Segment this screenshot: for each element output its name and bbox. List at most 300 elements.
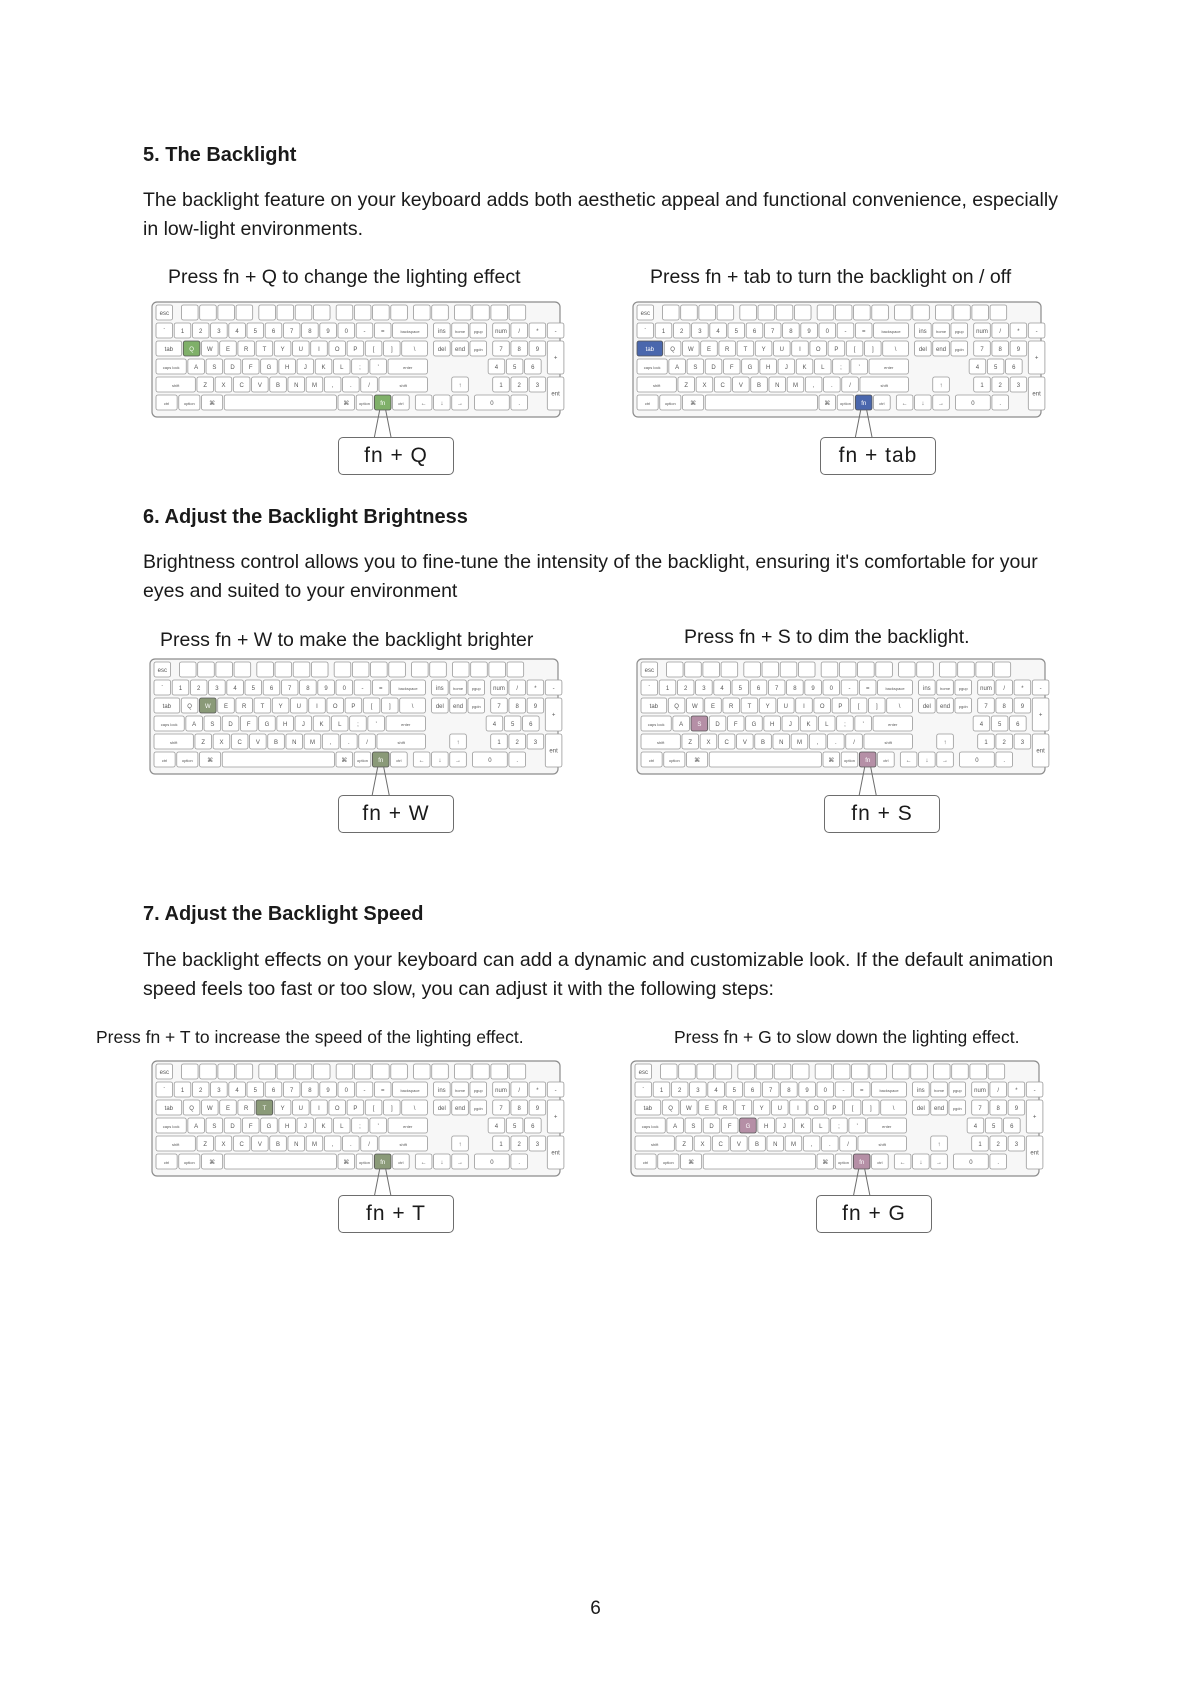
keyboard-key xyxy=(509,305,526,320)
svg-text:F: F xyxy=(248,365,253,371)
keyboard-key xyxy=(347,1100,364,1115)
svg-text:home: home xyxy=(455,1088,466,1093)
svg-text:`: ` xyxy=(642,1088,645,1094)
keyboard-key xyxy=(286,734,303,749)
keyboard-key xyxy=(529,1136,546,1151)
keyboard-key xyxy=(846,341,863,356)
svg-text:3: 3 xyxy=(535,1142,540,1148)
keyboard-key xyxy=(833,1064,850,1079)
keyboard-key xyxy=(156,1082,173,1097)
svg-text:-: - xyxy=(554,329,557,335)
keyboard-key xyxy=(220,341,237,356)
keyboard-key xyxy=(867,1118,906,1133)
svg-text:←: ← xyxy=(899,1160,906,1166)
svg-text:`: ` xyxy=(644,329,647,335)
keyboard-key xyxy=(641,680,658,695)
svg-text:5: 5 xyxy=(991,1124,996,1130)
svg-text:/: / xyxy=(516,686,519,692)
keyboard-key xyxy=(174,1082,191,1097)
keyboard-key xyxy=(972,1100,989,1115)
keyboard-key xyxy=(685,662,702,677)
keyboard-key xyxy=(452,1154,469,1169)
keyboard-key xyxy=(933,395,950,410)
keyboard-key xyxy=(493,323,510,338)
keyboard-key xyxy=(673,716,690,731)
keyboard-key xyxy=(696,377,713,392)
svg-text:2: 2 xyxy=(998,383,1002,389)
keyboard-svg xyxy=(630,1060,1040,1217)
keyboard-key xyxy=(288,377,305,392)
svg-text:O: O xyxy=(334,1106,340,1112)
keyboard-key xyxy=(373,1064,390,1079)
keyboard-key xyxy=(304,734,321,749)
keyboard-key xyxy=(509,752,526,767)
keyboard-key xyxy=(247,1082,264,1097)
keyboard-key xyxy=(338,323,355,338)
keyboard-key xyxy=(990,1136,1007,1151)
svg-text:-: - xyxy=(844,329,847,335)
svg-text:6: 6 xyxy=(756,686,761,692)
svg-text:X: X xyxy=(219,740,224,746)
keyboard-key xyxy=(306,1136,323,1151)
keyboard-key xyxy=(1028,323,1045,338)
keyboard-key xyxy=(709,752,821,767)
highlighted-key xyxy=(637,341,663,356)
svg-text:.: . xyxy=(829,1142,831,1148)
keyboard-key xyxy=(172,680,189,695)
keyboard-key xyxy=(913,1100,930,1115)
svg-text:←: ← xyxy=(420,401,427,407)
keyboard-key xyxy=(776,1118,793,1133)
svg-text:shift: shift xyxy=(651,1142,659,1147)
keyboard-key xyxy=(470,323,487,338)
keyboard-key xyxy=(179,395,200,410)
svg-text:\: \ xyxy=(898,704,901,710)
keyboard-key xyxy=(832,698,849,713)
keyboard-key xyxy=(780,662,797,677)
keyboard-key xyxy=(696,680,713,695)
keyboard-key xyxy=(493,1136,510,1151)
svg-text:←: ← xyxy=(420,1160,427,1166)
keyboard-key xyxy=(823,752,840,767)
keyboard-key xyxy=(222,716,239,731)
svg-text:7: 7 xyxy=(497,704,501,710)
svg-text:num: num xyxy=(980,686,992,692)
keyboard-key xyxy=(192,323,209,338)
svg-text:J: J xyxy=(782,1124,786,1130)
svg-text:F: F xyxy=(248,1124,253,1130)
keyboard-key xyxy=(814,359,831,374)
svg-text:Z: Z xyxy=(203,1142,208,1148)
svg-text:shift: shift xyxy=(172,383,180,388)
svg-text:4: 4 xyxy=(235,329,239,335)
svg-text:*: * xyxy=(534,686,537,692)
highlighted-key xyxy=(740,1118,757,1133)
keyboard-key xyxy=(767,1136,784,1151)
keyboard-key xyxy=(992,395,1009,410)
svg-text:Z: Z xyxy=(203,383,208,389)
svg-text:H: H xyxy=(284,1124,290,1130)
keyboard-key xyxy=(213,734,230,749)
svg-text:num: num xyxy=(976,329,988,335)
svg-text:ent: ent xyxy=(1032,391,1041,398)
svg-text:A: A xyxy=(194,1124,199,1130)
svg-text:/: / xyxy=(849,383,851,389)
keyboard-key xyxy=(973,716,990,731)
svg-text:4: 4 xyxy=(979,722,984,728)
svg-text:Y: Y xyxy=(761,347,766,353)
svg-text:2: 2 xyxy=(517,1142,521,1148)
svg-text:↑: ↑ xyxy=(458,383,462,389)
keyboard-key xyxy=(985,1118,1002,1133)
keyboard-key xyxy=(873,716,912,731)
svg-text:N: N xyxy=(292,740,297,746)
keyboard-key xyxy=(1026,1100,1043,1133)
keyboard-key xyxy=(1014,734,1031,749)
svg-text:H: H xyxy=(769,722,775,728)
keyboard-key xyxy=(933,323,950,338)
svg-text:-: - xyxy=(361,686,364,692)
keyboard-key xyxy=(215,377,232,392)
svg-text:=: = xyxy=(378,686,383,692)
svg-text:ent: ent xyxy=(551,1150,560,1157)
keyboard-key xyxy=(967,1118,984,1133)
keyboard-key xyxy=(259,305,276,320)
svg-text:2: 2 xyxy=(515,740,519,746)
keyboard-key xyxy=(855,716,872,731)
keyboard-key xyxy=(641,752,662,767)
keyboard-key xyxy=(841,680,858,695)
keyboard-key xyxy=(361,1136,378,1151)
keyboard-key xyxy=(311,1100,328,1115)
keyboard-key xyxy=(677,680,694,695)
keyboard-key xyxy=(489,662,506,677)
keyboard-key xyxy=(259,716,276,731)
svg-text:.: . xyxy=(516,758,519,764)
svg-text:I: I xyxy=(803,704,805,710)
keyboard-key xyxy=(731,1136,748,1151)
highlighted-key xyxy=(256,1100,273,1115)
svg-text:↓: ↓ xyxy=(921,401,925,407)
svg-text:2: 2 xyxy=(684,686,688,692)
svg-text:←: ← xyxy=(418,758,425,764)
svg-text:caps lock: caps lock xyxy=(643,365,661,370)
svg-text:M: M xyxy=(311,383,317,389)
svg-text:\: \ xyxy=(892,1106,895,1112)
svg-text:6: 6 xyxy=(531,365,535,371)
keyboard-key xyxy=(799,1082,816,1097)
keyboard-key xyxy=(815,1064,832,1079)
svg-text:⌘: ⌘ xyxy=(343,1160,350,1166)
svg-text:.: . xyxy=(350,383,352,389)
keyboard-key xyxy=(787,680,804,695)
svg-text:8: 8 xyxy=(517,347,521,353)
svg-text:1: 1 xyxy=(984,740,988,746)
keyboard-key xyxy=(758,305,775,320)
keyboard-key xyxy=(297,359,314,374)
keyboard-key xyxy=(315,1118,332,1133)
keyboard-key xyxy=(197,1136,214,1151)
svg-text:Y: Y xyxy=(765,704,770,710)
svg-text:⌘: ⌘ xyxy=(828,758,835,764)
keyboard-key xyxy=(819,395,836,410)
svg-text:W: W xyxy=(206,347,213,353)
svg-text:backspace: backspace xyxy=(881,329,901,334)
keyboard-key xyxy=(969,359,986,374)
keyboard-key xyxy=(511,1100,528,1115)
svg-text:3: 3 xyxy=(1014,1142,1019,1148)
svg-text:[: [ xyxy=(372,1106,375,1112)
keyboard-key xyxy=(511,323,528,338)
svg-text:E: E xyxy=(223,704,229,710)
svg-text:C: C xyxy=(718,1142,723,1148)
keyboard-key xyxy=(224,1154,336,1169)
svg-text:0: 0 xyxy=(490,401,494,407)
svg-text:W: W xyxy=(206,1106,213,1112)
svg-text:ctrl: ctrl xyxy=(642,1160,649,1165)
svg-text:R: R xyxy=(729,704,734,710)
keyboard-key xyxy=(690,1082,707,1097)
keyboard-key xyxy=(224,1118,241,1133)
svg-text:8: 8 xyxy=(998,347,1002,353)
svg-text:↓: ↓ xyxy=(440,1160,444,1166)
keyboard-key xyxy=(361,377,378,392)
svg-text:pgdn: pgdn xyxy=(952,1106,962,1111)
keyboard-key xyxy=(710,323,727,338)
keyboard-key xyxy=(931,1136,948,1151)
svg-text:pgup: pgup xyxy=(952,1088,962,1093)
keyboard-key xyxy=(683,341,700,356)
keyboard-key xyxy=(393,1082,428,1097)
svg-text:pgup: pgup xyxy=(473,1088,483,1093)
svg-text:V: V xyxy=(742,740,747,746)
svg-text:option: option xyxy=(668,758,680,763)
keyboard-key xyxy=(774,341,791,356)
keyboard-key xyxy=(840,1136,857,1151)
keyboard-key xyxy=(864,734,912,749)
keyboard-key xyxy=(333,1118,350,1133)
keyboard-key xyxy=(486,716,503,731)
svg-text:D: D xyxy=(709,1124,714,1130)
svg-text:A: A xyxy=(192,722,197,728)
keyboard-key xyxy=(434,323,451,338)
svg-text:S: S xyxy=(210,722,215,728)
keyboard-key xyxy=(450,698,467,713)
keyboard-diagram xyxy=(630,1060,1040,1217)
keyboard-key xyxy=(705,395,817,410)
svg-text:6: 6 xyxy=(271,329,276,335)
keyboard-key xyxy=(978,734,995,749)
svg-text:↓: ↓ xyxy=(440,401,444,407)
keyboard-key xyxy=(837,323,854,338)
svg-text:J: J xyxy=(784,365,788,371)
keyboard-key xyxy=(343,377,360,392)
keyboard-key xyxy=(356,1082,373,1097)
keyboard-key xyxy=(313,1064,330,1079)
svg-text:0: 0 xyxy=(344,329,348,335)
keyboard-key xyxy=(660,1064,677,1079)
svg-text:-: - xyxy=(1033,1088,1036,1094)
svg-text:.: . xyxy=(350,1142,352,1148)
keyboard-key xyxy=(506,359,523,374)
svg-text:9: 9 xyxy=(1016,347,1021,353)
svg-text:5: 5 xyxy=(993,365,998,371)
svg-text:L: L xyxy=(825,722,829,728)
keyboard-key xyxy=(742,359,759,374)
keyboard-key xyxy=(987,359,1004,374)
svg-text:L: L xyxy=(340,1124,344,1130)
svg-text:*: * xyxy=(1021,686,1024,692)
svg-text:esc: esc xyxy=(159,1070,169,1076)
svg-text:C: C xyxy=(239,1142,244,1148)
svg-text:9: 9 xyxy=(807,329,811,335)
svg-text:→: → xyxy=(938,401,945,407)
svg-text:ctrl: ctrl xyxy=(883,758,889,763)
keyboard-key xyxy=(872,305,889,320)
keyboard-key xyxy=(211,1082,228,1097)
section-paragraph-backlight: The backlight feature on your keyboard adds both aesthetic appeal and functional convenience, especially in low-light environments. xyxy=(143,189,1058,240)
keyboard-key xyxy=(183,1100,200,1115)
svg-text:end: end xyxy=(936,347,947,353)
svg-text:option: option xyxy=(357,758,368,763)
svg-text:pgdn: pgdn xyxy=(473,1106,483,1111)
svg-text:⌘: ⌘ xyxy=(694,758,701,764)
svg-text:esc: esc xyxy=(640,311,650,317)
svg-text:3: 3 xyxy=(702,686,706,692)
svg-text:del: del xyxy=(916,1106,925,1112)
svg-text:M: M xyxy=(790,1142,796,1148)
keyboard-key xyxy=(206,359,223,374)
svg-text:pgdn: pgdn xyxy=(471,704,481,709)
keyboard-key xyxy=(156,359,186,374)
keyboard-key xyxy=(156,1136,195,1151)
keyboard-key xyxy=(270,377,287,392)
svg-text:pgdn: pgdn xyxy=(954,347,964,352)
keyboard-key xyxy=(749,1136,766,1151)
keyboard-key xyxy=(234,662,251,677)
svg-text:V: V xyxy=(257,1142,262,1148)
keyboard-key xyxy=(236,305,253,320)
svg-text:Z: Z xyxy=(201,740,206,746)
keyboard-key xyxy=(240,716,257,731)
keyboard-key xyxy=(794,305,811,320)
keyboard-key xyxy=(306,377,323,392)
svg-text:.: . xyxy=(835,740,837,746)
keyboard-key xyxy=(470,341,487,356)
svg-text:`: ` xyxy=(648,686,651,692)
keyboard-key xyxy=(242,359,259,374)
svg-text:4: 4 xyxy=(975,365,980,371)
svg-text:enter: enter xyxy=(403,1124,413,1129)
keyboard-key xyxy=(655,323,672,338)
keyboard-key xyxy=(660,395,681,410)
keyboard-key xyxy=(229,1082,246,1097)
svg-text:S: S xyxy=(693,365,698,371)
keyboard-key xyxy=(972,305,989,320)
keyboard-key xyxy=(493,1082,510,1097)
keyboard-key xyxy=(352,1118,369,1133)
keyboard-key xyxy=(350,716,367,731)
svg-text:R: R xyxy=(244,347,249,353)
figure-caption-fn-t: Press fn + T to increase the speed of the lighting effect. xyxy=(96,1027,524,1047)
svg-text:1: 1 xyxy=(178,686,183,692)
svg-text:': ' xyxy=(856,1124,858,1130)
svg-text:O: O xyxy=(332,704,338,710)
keyboard-key xyxy=(703,662,720,677)
svg-text:/: / xyxy=(368,383,370,389)
figure-caption-fn-g: Press fn + G to slow down the lighting effect. xyxy=(674,1027,1020,1047)
svg-text:]: ] xyxy=(388,704,391,710)
keyboard-key xyxy=(911,1064,928,1079)
section-heading-brightness: 6. Adjust the Backlight Brightness xyxy=(143,506,468,528)
keyboard-key xyxy=(798,662,815,677)
keyboard-key xyxy=(432,752,449,767)
svg-text:': ' xyxy=(862,722,864,728)
keyboard-key xyxy=(728,323,745,338)
keyboard-key xyxy=(635,1064,652,1079)
svg-text:-: - xyxy=(554,1088,557,1094)
keyboard-key xyxy=(812,1118,829,1133)
svg-text:num: num xyxy=(493,686,505,692)
keyboard-key xyxy=(370,1118,387,1133)
keyboard-key xyxy=(773,734,790,749)
keyboard-key xyxy=(831,1118,848,1133)
keyboard-key xyxy=(960,752,995,767)
keyboard-key xyxy=(915,341,932,356)
keyboard-key xyxy=(863,1100,880,1115)
keyboard-key xyxy=(976,662,993,677)
svg-text:4: 4 xyxy=(235,1088,239,1094)
keyboard-key xyxy=(156,1064,173,1079)
key-combo-fn-q: fn + Q xyxy=(338,437,454,475)
svg-text:V: V xyxy=(738,383,743,389)
svg-text:C: C xyxy=(724,740,729,746)
keyboard-key xyxy=(764,323,781,338)
keyboard-key xyxy=(156,395,177,410)
keyboard-key xyxy=(450,680,467,695)
svg-text:5: 5 xyxy=(734,329,738,335)
svg-text:ins: ins xyxy=(917,1088,925,1094)
keyboard-key xyxy=(372,680,389,695)
keyboard-key xyxy=(1014,680,1031,695)
keyboard-key xyxy=(744,1082,761,1097)
keyboard-key xyxy=(1028,377,1045,410)
svg-text:tab: tab xyxy=(643,1106,653,1112)
keyboard-diagram xyxy=(151,1060,561,1217)
keyboard-key xyxy=(329,341,346,356)
keyboard-key xyxy=(202,1154,223,1169)
svg-text:V: V xyxy=(255,740,260,746)
keyboard-key xyxy=(894,1154,911,1169)
keyboard-key xyxy=(493,341,510,356)
svg-text:N: N xyxy=(294,383,299,389)
keyboard-key xyxy=(801,323,818,338)
keyboard-key xyxy=(870,1064,887,1079)
svg-text:3: 3 xyxy=(1020,740,1025,746)
keyboard-key xyxy=(450,752,467,767)
keyboard-key xyxy=(200,305,217,320)
svg-text:B: B xyxy=(757,383,762,389)
keyboard-key xyxy=(637,305,654,320)
keyboard-key xyxy=(365,1100,382,1115)
keyboard-key xyxy=(547,323,564,338)
keyboard-key xyxy=(154,662,171,677)
keyboard-key xyxy=(504,716,521,731)
svg-text:ins: ins xyxy=(436,686,444,692)
svg-text:,: , xyxy=(331,1142,334,1148)
keyboard-key xyxy=(338,1154,355,1169)
keyboard-key xyxy=(473,1064,490,1079)
